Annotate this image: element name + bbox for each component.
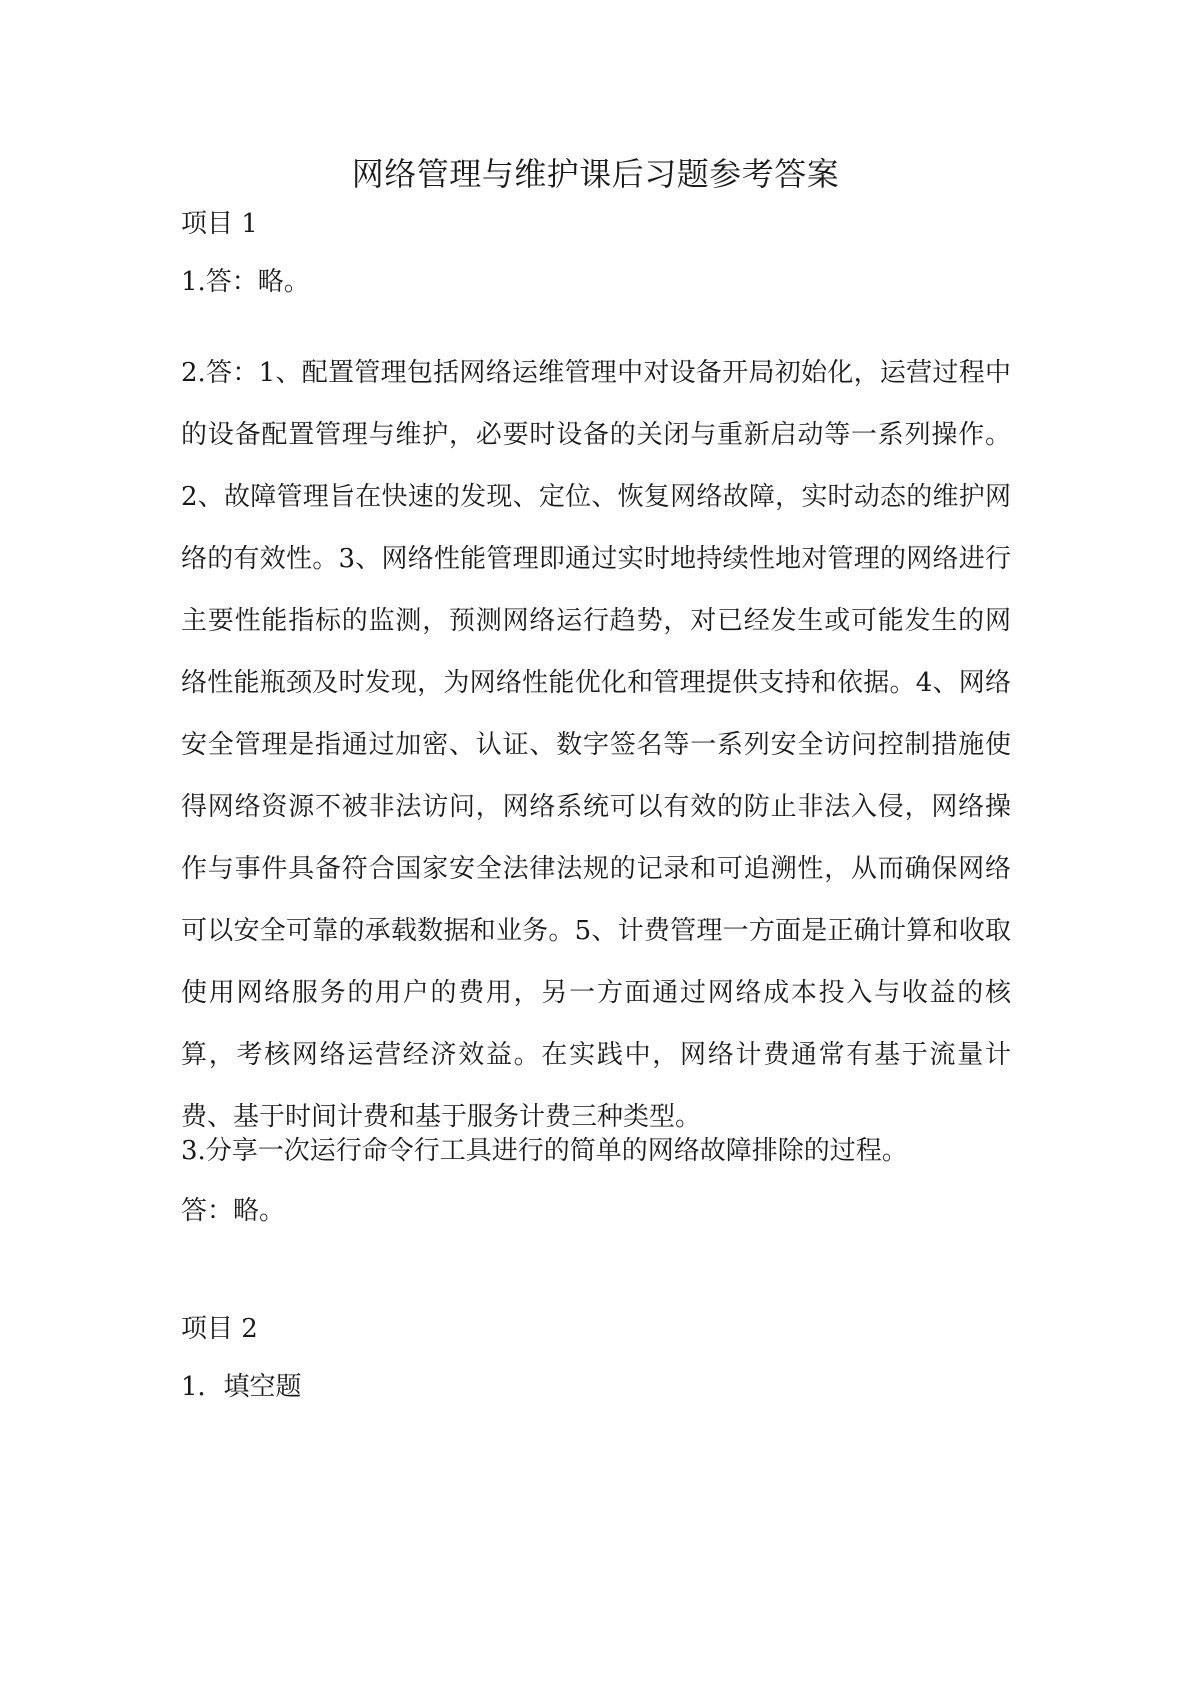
section-heading-project-2: 项目 2 [181, 1314, 258, 1344]
question-3: 3.分享一次运行命令行工具进行的简单的网络故障排除的过程。 [181, 1136, 908, 1166]
document-title: 网络管理与维护课后习题参考答案 [351, 155, 840, 193]
section-heading-project-1: 项目 1 [181, 209, 258, 239]
question-2-answer: 2.答：1、配置管理包括网络运维管理中对设备开局初始化，运营过程中的设备配置管理与维护，必要时设备的关闭与重新启动等一系列操作。2、故障管理旨在快速的发现、定位、恢复网络故障，实时动态的维护网络的有效性。3、网络性能管理即通过实时地持续性地对管理的网络进行主要性能指标的监测，预测网络运行趋势，对已经发生或可能发生的网络性能瓶颈及时发现，为网络性能优化和管理提供支持和依据。4、网络安全管理是指通过加密、认证、数字签名等一系列安全访问控制措施使得网络资源不被非法访问，网络系统可以有效的防止非法入侵，网络操作与事件具备符合国家安全法律法规的记录和可追溯性，从而确保网络可以安全可靠的承载数据和业务。5、计费管理一方面是正确计算和收取使用网络服务的用户的费用，另一方面通过网络成本投入与收益的核算，考核网络运营经济效益。在实践中，网络计费通常有基于流量计费、基于时间计费和基于服务计费三种类型。 [181, 358, 1011, 1132]
fill-in-blank-heading: 1．填空题 [181, 1372, 302, 1402]
question-1-answer: 1.答：略。 [181, 267, 310, 297]
question-3-answer: 答：略。 [181, 1196, 286, 1226]
